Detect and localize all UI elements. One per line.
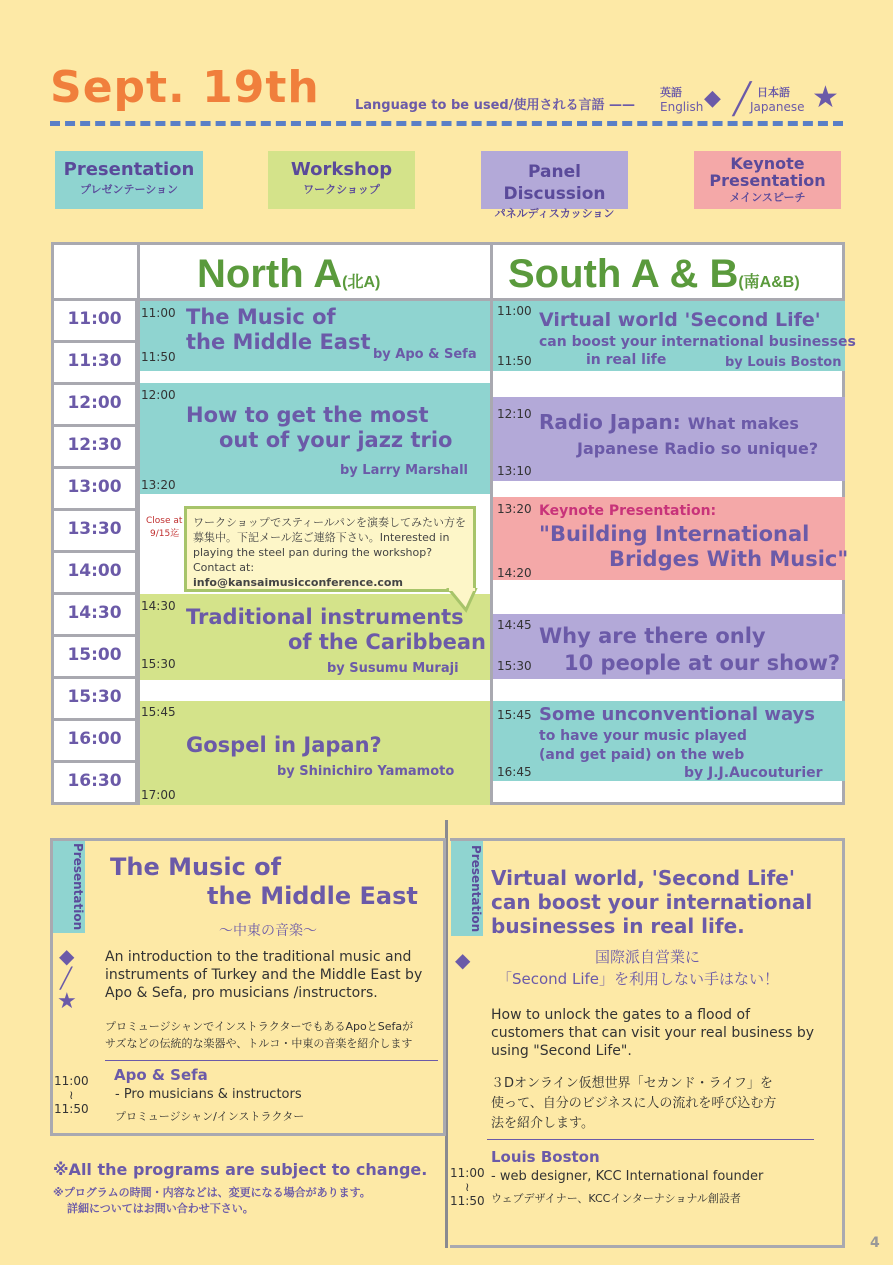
time-separator: ≀: [465, 1180, 470, 1194]
session-start: 11:00: [497, 304, 532, 318]
detail-time: [54, 1074, 89, 1116]
detail-title: can boost your international: [491, 890, 813, 914]
room-north: [197, 252, 380, 297]
time-start: 11:00: [54, 1074, 89, 1088]
room-south: [508, 252, 800, 297]
detail-description: How to unlock the gates to a flood of customers that can visit your real business by using "Second Life".: [491, 1007, 814, 1059]
time-slot: 12:30: [51, 427, 138, 469]
speaker-role: - web designer, KCC International founder: [491, 1169, 764, 1184]
lang-japanese-jp: 日本語: [757, 86, 790, 99]
speaker-divider: [105, 1060, 438, 1061]
time-slot: 16:00: [51, 721, 138, 763]
lang-english: English: [660, 100, 704, 114]
close-note-line1: Close at: [146, 516, 183, 526]
session-start: 14:45: [497, 618, 532, 632]
session-speaker: by Larry Marshall: [340, 463, 468, 478]
detail-title: Virtual world, 'Second Life': [491, 866, 795, 890]
speaker-role: - Pro musicians & instructors: [115, 1087, 302, 1102]
session-subtitle: to have your music played: [539, 728, 747, 744]
steel-pan-callout: [184, 506, 476, 592]
legend-presentation-jp: プレゼンテーション: [79, 183, 179, 196]
change-notice: ※All the programs are subject to change.: [53, 1160, 428, 1179]
session-title-a: Radio Japan:: [539, 410, 688, 434]
session-title: Gospel in Japan?: [186, 733, 382, 757]
time-slot: 12:00: [51, 385, 138, 427]
callout-line: playing the steel pan during the workshop?: [193, 546, 433, 559]
detail-description: An introduction to the traditional music and instruments of Turkey and the Middle East by Apo & Sefa, pro musicians /instructors.: [105, 949, 423, 1001]
session-speaker: by Shinichiro Yamamoto: [277, 764, 455, 779]
time-slot: 11:30: [51, 343, 138, 385]
session-start: 15:45: [141, 705, 176, 719]
session-title: out of your jazz trio: [219, 428, 453, 452]
room-north-sub: (北A): [342, 274, 381, 291]
session-title: How to get the most: [186, 403, 429, 427]
diamond-icon: ◆: [59, 944, 75, 968]
legend-presentation-en: Presentation: [63, 159, 195, 180]
time-start: 11:00: [450, 1166, 485, 1180]
speaker-role-jp: ウェブデザイナー、KCCインターナショナル創設者: [491, 1192, 741, 1205]
time-slot: 13:00: [51, 469, 138, 511]
legend-panel-en: Panel Discussion: [503, 162, 606, 204]
session-start: 11:00: [141, 306, 176, 320]
speaker-name: Apo & Sefa: [114, 1066, 208, 1084]
time-end: 11:50: [450, 1194, 485, 1208]
speaker-role-jp: プロミュージシャン/インストラクター: [115, 1110, 305, 1123]
presentation-tab: Presentation: [53, 841, 85, 933]
callout-line: ワークショップでスティールパンを演奏してみたい方を: [193, 516, 467, 529]
time-slot: 11:00: [51, 301, 138, 343]
session-start: 15:45: [497, 708, 532, 722]
session-start: 12:00: [141, 388, 176, 402]
session-start: 13:20: [497, 502, 532, 516]
legend-workshop-en: Workshop: [290, 159, 393, 180]
diamond-icon: ◆: [704, 86, 721, 111]
session-subtitle: in real life: [586, 352, 667, 368]
session-speaker: by Susumu Muraji: [327, 661, 459, 676]
header-divider: [50, 121, 843, 126]
star-icon: ★: [57, 989, 77, 1014]
legend-workshop: [268, 151, 415, 209]
session-end: 13:10: [497, 464, 532, 478]
change-notice-jp: [53, 1185, 371, 1217]
session-title: Traditional instruments: [186, 605, 464, 629]
change-notice-jp-line1: ※プログラムの時間・内容などは、変更になる場合があります。: [53, 1186, 371, 1199]
session-subtitle: (and get paid) on the web: [539, 747, 745, 763]
session-end: 11:50: [497, 354, 532, 368]
detail-description-jp: サズなどの伝統的な楽器や、トルコ・中東の音楽を紹介します: [105, 1037, 413, 1050]
session-title: Why are there only: [539, 624, 766, 648]
session-end: 15:30: [497, 659, 532, 673]
legend-panel-jp: パネルディスカッション: [494, 207, 615, 220]
session-title: [539, 410, 799, 434]
session-speaker: by Louis Boston: [725, 355, 842, 370]
legend-keynote: [694, 151, 841, 209]
session-start: 14:30: [141, 599, 176, 613]
callout-contact-label: Contact at:: [193, 561, 255, 574]
time-slot: 15:30: [51, 679, 138, 721]
session-end: 16:45: [497, 765, 532, 779]
legend-panel: [481, 151, 628, 220]
session-end: 11:50: [141, 350, 176, 364]
detail-subtitle: 〜中東の音楽〜: [219, 923, 317, 939]
session-speaker: by Apo & Sefa: [373, 347, 477, 362]
time-slot: 14:30: [51, 595, 138, 637]
detail-title: businesses in real life.: [491, 914, 745, 938]
detail-title: the Middle East: [207, 882, 418, 910]
page-number: 4: [870, 1235, 880, 1251]
time-slot: 16:30: [51, 763, 138, 805]
time-slot: 13:30: [51, 511, 138, 553]
detail-subtitle-jp: 国際派自営業に: [595, 948, 701, 966]
diamond-icon: ◆: [455, 948, 471, 972]
time-slot: 15:00: [51, 637, 138, 679]
detail-description-jp: ３Dオンライン仮想世界「セカンド・ライフ」を: [491, 1076, 773, 1091]
time-slot: 14:00: [51, 553, 138, 595]
session-title: "Building International: [539, 522, 810, 546]
session-end: 17:00: [141, 788, 176, 802]
session-title: the Middle East: [186, 330, 371, 354]
time-separator: ≀: [69, 1088, 74, 1102]
callout-pointer: [446, 588, 480, 614]
page-date: Sept. 19th: [50, 62, 320, 113]
session-title-b: What makes: [687, 414, 799, 433]
session-subtitle: can boost your international businesses: [539, 334, 856, 350]
slash-divider: ╱: [733, 82, 752, 117]
lang-english-jp: 英語: [660, 86, 682, 99]
detail-description-jp: 法を紹介します。: [491, 1116, 594, 1131]
detail-time: [450, 1166, 485, 1208]
speaker-name: Louis Boston: [491, 1148, 600, 1166]
detail-description-jp: 使って、自分のビジネスに人の流れを呼び込む方: [491, 1096, 777, 1111]
legend-workshop-jp: ワークショップ: [303, 183, 380, 196]
session-title: Virtual world 'Second Life': [539, 309, 821, 331]
callout-line: 募集中。下記メール迄ご連絡下さい。Interested in: [193, 531, 450, 544]
presentation-tab: Presentation: [451, 841, 483, 936]
room-south-sub: (南A&B): [738, 274, 800, 291]
legend-keynote-jp: メインスピーチ: [729, 191, 806, 204]
slash-divider: ╱: [60, 966, 73, 990]
lang-japanese: Japanese: [750, 100, 805, 114]
speaker-divider: [487, 1139, 814, 1140]
session-title: The Music of: [186, 305, 336, 329]
room-south-name: South A & B: [508, 252, 739, 296]
legend-keynote-en: Keynote Presentation: [709, 154, 826, 190]
session-speaker: by J.J.Aucouturier: [684, 765, 823, 781]
session-title: Bridges With Music": [609, 547, 849, 571]
room-north-name: North A: [197, 252, 343, 296]
session-title: Some unconventional ways: [539, 704, 816, 725]
keynote-label: Keynote Presentation:: [539, 503, 717, 519]
session-end: 15:30: [141, 657, 176, 671]
change-notice-jp-line2: 詳細についてはお問い合わせ下さい。: [67, 1202, 254, 1215]
session-subtitle: Japanese Radio so unique?: [577, 439, 819, 458]
contact-email-link[interactable]: info@kansaimusicconference.com: [193, 576, 403, 589]
detail-subtitle-jp: 「Second Life」を利用しない手はない！: [497, 970, 780, 988]
time-end: 11:50: [54, 1102, 89, 1116]
session-title: 10 people at our show?: [564, 651, 841, 675]
close-note: [146, 515, 182, 541]
close-note-line2: 9/15迄: [150, 529, 180, 539]
session-title: of the Caribbean: [288, 630, 486, 654]
detail-description-jp: プロミュージシャンでインストラクターでもあるApoとSefaが: [105, 1020, 414, 1033]
detail-title: The Music of: [110, 853, 282, 881]
session-end: 13:20: [141, 478, 176, 492]
language-label: Language to be used/使用される言語 ——: [355, 98, 636, 113]
star-icon: ★: [812, 80, 839, 115]
session-end: 14:20: [497, 566, 532, 580]
legend-presentation: [55, 151, 203, 209]
session-start: 12:10: [497, 407, 532, 421]
